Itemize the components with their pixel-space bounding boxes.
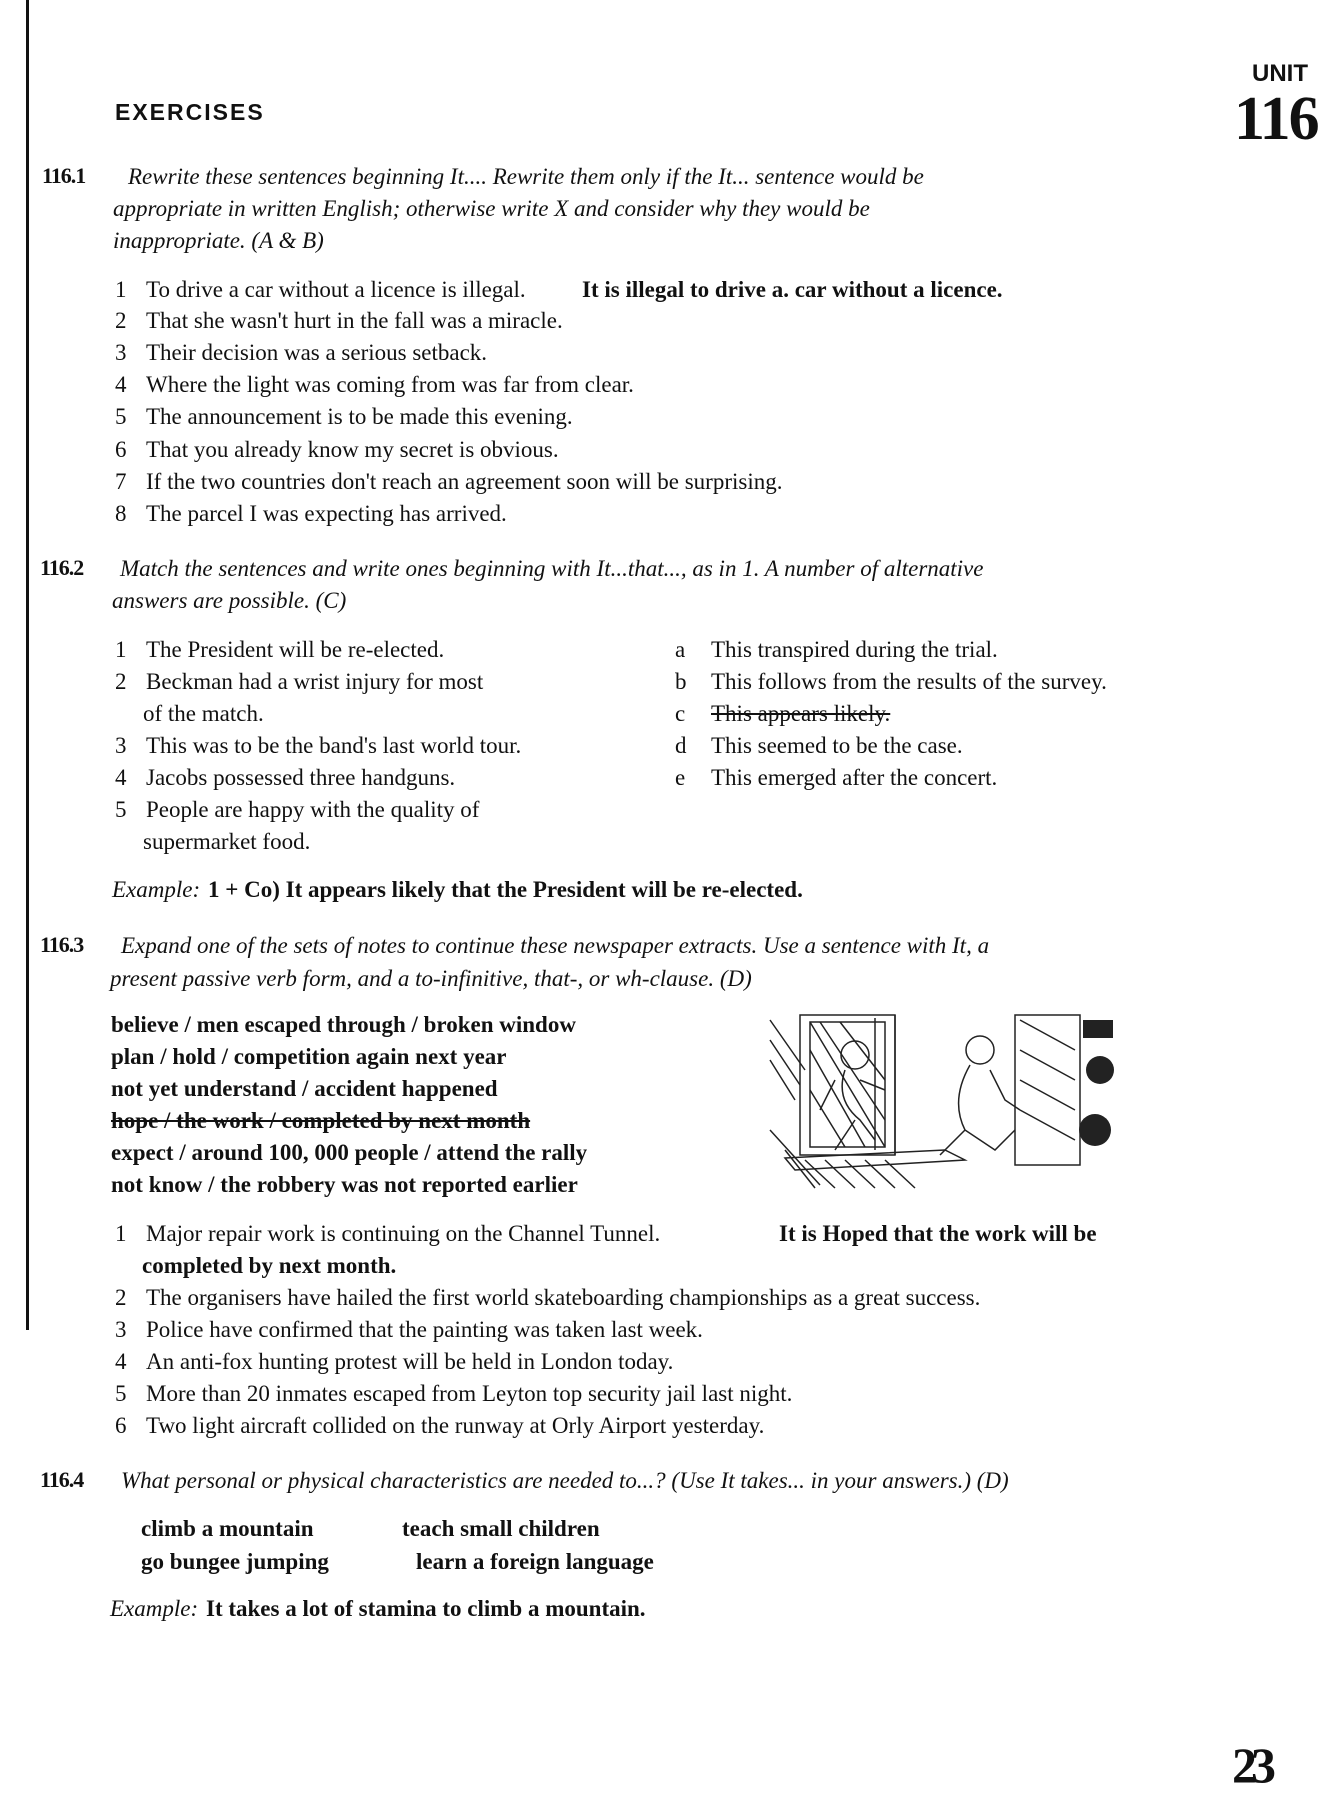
item-number: 2 bbox=[115, 669, 127, 694]
exercise-number: 116.1 bbox=[42, 163, 86, 188]
handwritten-answer: It is illegal to drive a. car without a licence. bbox=[582, 277, 1003, 302]
item-letter: d bbox=[675, 733, 687, 758]
unit-label: UNIT bbox=[1252, 60, 1308, 87]
example-label: Example: bbox=[110, 1596, 199, 1621]
instruction-line: present passive verb form, and a to-infinitive, that-, or wh-clause. (D) bbox=[110, 966, 752, 991]
item-text: Their decision was a serious setback. bbox=[146, 340, 488, 365]
item-number: 4 bbox=[115, 1349, 127, 1374]
note-line: believe / men escaped through / broken window bbox=[111, 1012, 576, 1037]
note-line: not yet understand / accident happened bbox=[111, 1076, 498, 1101]
item-text: This follows from the results of the survey. bbox=[711, 669, 1107, 694]
robbery-illustration bbox=[765, 1010, 1120, 1192]
note-line: expect / around 100, 000 people / attend the rally bbox=[111, 1140, 588, 1165]
exercise-number: 116.3 bbox=[40, 932, 84, 957]
instruction-line: Match the sentences and write ones beginning with It...that..., as in 1. A number of alternative bbox=[120, 556, 984, 581]
exercise-number: 116.4 bbox=[40, 1467, 84, 1492]
item-number: 6 bbox=[115, 1413, 127, 1438]
instruction-line: What personal or physical characteristics are needed to...? (Use It takes... in your answers.) (D) bbox=[121, 1468, 1009, 1493]
item-number: 2 bbox=[115, 1285, 127, 1310]
item-number: 3 bbox=[115, 1317, 127, 1342]
item-text: The President will be re-elected. bbox=[146, 637, 445, 662]
section-title: EXERCISES bbox=[115, 99, 265, 125]
instruction-line: Expand one of the sets of notes to continue these newspaper extracts. Use a sentence with It, a bbox=[121, 933, 990, 958]
item-number: 4 bbox=[115, 765, 127, 790]
example-answer: It takes a lot of stamina to climb a mountain. bbox=[206, 1596, 646, 1621]
item-text: Major repair work is continuing on the Channel Tunnel. bbox=[146, 1221, 661, 1246]
item-text: To drive a car without a licence is illegal. bbox=[146, 277, 526, 302]
instruction-line: inappropriate. (A & B) bbox=[113, 228, 324, 253]
item-number: 7 bbox=[115, 469, 127, 494]
item-text: This emerged after the concert. bbox=[711, 765, 998, 790]
item-number: 4 bbox=[115, 372, 127, 397]
phrase: go bungee jumping bbox=[141, 1549, 329, 1574]
item-number: 3 bbox=[115, 733, 127, 758]
instruction-line: answers are possible. (C) bbox=[112, 588, 347, 613]
item-text: of the match. bbox=[143, 701, 264, 726]
item-text: This seemed to be the case. bbox=[711, 733, 963, 758]
item-letter: a bbox=[675, 637, 686, 662]
item-text: Police have confirmed that the painting was taken last week. bbox=[146, 1317, 703, 1342]
item-letter: e bbox=[675, 765, 686, 790]
item-number: 8 bbox=[115, 501, 127, 526]
item-text: This appears likely. bbox=[711, 701, 891, 726]
item-text: The parcel I was expecting has arrived. bbox=[146, 501, 507, 526]
item-text: This was to be the band's last world tour. bbox=[146, 733, 522, 758]
item-number: 1 bbox=[115, 1221, 127, 1246]
item-text: The announcement is to be made this evening. bbox=[146, 404, 573, 429]
item-letter: c bbox=[675, 701, 686, 726]
item-number: 5 bbox=[115, 1381, 127, 1406]
item-number: 6 bbox=[115, 437, 127, 462]
item-text: This transpired during the trial. bbox=[711, 637, 998, 662]
item-number: 5 bbox=[115, 404, 127, 429]
item-text: Jacobs possessed three handguns. bbox=[146, 765, 456, 790]
item-text: Two light aircraft collided on the runway at Orly Airport yesterday. bbox=[146, 1413, 765, 1438]
item-text: That you already know my secret is obvious. bbox=[146, 437, 559, 462]
item-number: 3 bbox=[115, 340, 127, 365]
item-number: 2 bbox=[115, 308, 127, 333]
exercise-number: 116.2 bbox=[40, 555, 84, 580]
phrase: learn a foreign language bbox=[416, 1549, 654, 1574]
example-label: Example: bbox=[112, 877, 201, 902]
item-text: If the two countries don't reach an agreement soon will be surprising. bbox=[146, 469, 783, 494]
item-text: People are happy with the quality of bbox=[146, 797, 480, 822]
margin-rule bbox=[26, 0, 29, 1330]
note-line: not know / the robbery was not reported earlier bbox=[111, 1172, 578, 1197]
item-letter: b bbox=[675, 669, 687, 694]
item-text: The organisers have hailed the first world skateboarding championships as a great success. bbox=[146, 1285, 981, 1310]
handwritten-answer: It is Hoped that the work will be bbox=[779, 1221, 1097, 1246]
item-number: 1 bbox=[115, 637, 127, 662]
item-text: More than 20 inmates escaped from Leyton top security jail last night. bbox=[146, 1381, 793, 1406]
phrase: climb a mountain bbox=[141, 1516, 314, 1541]
handwritten-answer: completed by next month. bbox=[142, 1253, 397, 1278]
instruction-line: appropriate in written English; otherwise write X and consider why they would be bbox=[113, 196, 870, 221]
phrase: teach small children bbox=[402, 1516, 600, 1541]
page-number: 23 bbox=[1232, 1737, 1270, 1793]
item-text: Beckman had a wrist injury for most bbox=[146, 669, 484, 694]
unit-number: 116 bbox=[1234, 85, 1318, 153]
item-text: That she wasn't hurt in the fall was a miracle. bbox=[146, 308, 563, 333]
item-text: An anti-fox hunting protest will be held in London today. bbox=[146, 1349, 674, 1374]
instruction-line: Rewrite these sentences beginning It.... Rewrite them only if the It... sentence would be bbox=[128, 164, 924, 189]
item-number: 5 bbox=[115, 797, 127, 822]
item-text: supermarket food. bbox=[143, 829, 311, 854]
item-text: Where the light was coming from was far from clear. bbox=[146, 372, 634, 397]
item-number: 1 bbox=[115, 277, 127, 302]
example-answer: 1 + Co) It appears likely that the President will be re-elected. bbox=[208, 877, 803, 902]
note-line: hope / the work / completed by next month bbox=[111, 1108, 531, 1133]
note-line: plan / hold / competition again next year bbox=[111, 1044, 507, 1069]
